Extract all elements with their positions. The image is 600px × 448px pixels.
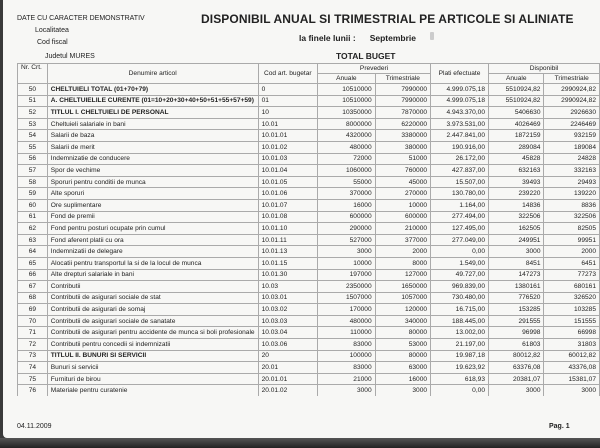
cell-nr: 61	[18, 211, 48, 223]
cell-cod: 10.01.01	[258, 130, 317, 142]
cell-prev-t: 760000	[375, 165, 430, 177]
cell-nr: 75	[18, 373, 48, 385]
cell-nr: 52	[18, 107, 48, 119]
cell-plati: 4.999.075,18	[431, 95, 489, 107]
cell-name: Furnituri de birou	[47, 373, 258, 385]
table-row	[18, 269, 600, 281]
table-row	[18, 350, 600, 362]
cell-cod: 20	[258, 350, 317, 362]
cell-name: TITLUL II. BUNURI SI SERVICII	[47, 350, 258, 362]
cell-disp-a: 14836	[489, 199, 544, 211]
budget-table	[17, 63, 600, 396]
document-page	[3, 0, 600, 438]
cell-prev-t: 270000	[375, 188, 430, 200]
cell-name: CHELTUIELI TOTAL (01+70+79)	[47, 84, 258, 96]
cell-plati: 127.495,00	[431, 223, 489, 235]
cell-disp-a: 239220	[489, 188, 544, 200]
cell-prev-t: 51000	[375, 153, 430, 165]
cell-disp-a: 289084	[489, 141, 544, 153]
cell-disp-a: 80012,82	[489, 350, 544, 362]
cell-cod: 10.01.07	[258, 199, 317, 211]
cell-prev-t: 3380000	[375, 130, 430, 142]
cell-nr: 62	[18, 223, 48, 235]
cell-nr: 50	[18, 84, 48, 96]
cell-cod: 01	[258, 95, 317, 107]
cell-prev-t: 80000	[375, 350, 430, 362]
table-row	[18, 373, 600, 385]
table-row	[18, 188, 600, 200]
cell-disp-a: 3000	[489, 246, 544, 258]
cell-prev-a: 10350000	[318, 107, 376, 119]
cell-prev-a: 3000	[318, 385, 376, 396]
table-row	[18, 176, 600, 188]
cell-plati: 277.049,00	[431, 234, 489, 246]
cell-prev-a: 527000	[318, 234, 376, 246]
cell-disp-a: 39493	[489, 176, 544, 188]
cell-prev-t: 45000	[375, 176, 430, 188]
cell-plati: 427.837,00	[431, 165, 489, 177]
table-row	[18, 84, 600, 96]
cell-prev-a: 197000	[318, 269, 376, 281]
cell-disp-a: 63376,08	[489, 362, 544, 374]
cell-cod: 10	[258, 107, 317, 119]
cell-name: Contributii de asigurari sociale de sanatate	[47, 315, 258, 327]
cell-prev-a: 83000	[318, 339, 376, 351]
cell-prev-t: 377000	[375, 234, 430, 246]
cell-nr: 72	[18, 339, 48, 351]
col-nr-crt: Nr. Crt.	[18, 64, 48, 84]
cell-prev-a: 480000	[318, 315, 376, 327]
cell-prev-a: 110000	[318, 327, 376, 339]
cell-prev-t: 340000	[375, 315, 430, 327]
cell-disp-a: 1872159	[489, 130, 544, 142]
col-disp-anuale: Anuale	[489, 74, 544, 84]
col-prevederi: Prevederi	[318, 64, 431, 74]
cell-prev-t: 3000	[375, 385, 430, 396]
cell-disp-a: 147273	[489, 269, 544, 281]
cell-disp-t: 2246469	[544, 118, 600, 130]
cell-plati: 1.164,00	[431, 199, 489, 211]
table-row	[18, 246, 600, 258]
cell-prev-t: 7870000	[375, 107, 430, 119]
table-row	[18, 118, 600, 130]
period-value: Septembrie	[369, 33, 416, 43]
cell-plati: 0,00	[431, 385, 489, 396]
table-row	[18, 223, 600, 235]
cell-prev-t: 7990000	[375, 95, 430, 107]
cell-cod: 20.01.01	[258, 373, 317, 385]
cell-disp-t: 31803	[544, 339, 600, 351]
cell-prev-a: 480000	[318, 141, 376, 153]
cell-name: TITLUL I. CHELTUIELI DE PERSONAL	[47, 107, 258, 119]
cell-disp-a: 153285	[489, 304, 544, 316]
cell-name: A. CHELTUIELILE CURENTE (01=10+20+30+40+50+51+55+57+59)	[47, 95, 258, 107]
cell-name: Alte sporuri	[47, 188, 258, 200]
cell-cod: 10.01.10	[258, 223, 317, 235]
cell-prev-a: 290000	[318, 223, 376, 235]
cell-disp-t: 6451	[544, 257, 600, 269]
cell-nr: 63	[18, 234, 48, 246]
cell-nr: 67	[18, 281, 48, 293]
cell-prev-a: 3000	[318, 246, 376, 258]
cell-disp-a: 322506	[489, 211, 544, 223]
cell-cod: 10.03	[258, 281, 317, 293]
cell-disp-t: 189084	[544, 141, 600, 153]
cell-name: Bunuri si servicii	[47, 362, 258, 374]
cell-prev-t: 80000	[375, 327, 430, 339]
cell-cod: 10.01.04	[258, 165, 317, 177]
demo-label: DATE CU CARACTER DEMONSTRATIV	[17, 15, 145, 22]
cell-prev-a: 1507000	[318, 292, 376, 304]
table-row	[18, 257, 600, 269]
cell-prev-t: 7990000	[375, 84, 430, 96]
cell-cod: 10.01.30	[258, 269, 317, 281]
table-row	[18, 107, 600, 119]
col-plati: Plati efectuate	[431, 64, 489, 84]
cell-plati: 130.780,00	[431, 188, 489, 200]
cell-nr: 74	[18, 362, 48, 374]
cell-disp-t: 680161	[544, 281, 600, 293]
cell-cod: 10.03.04	[258, 327, 317, 339]
cell-cod: 10.01	[258, 118, 317, 130]
cell-disp-a: 45828	[489, 153, 544, 165]
subtitle: TOTAL BUGET	[336, 51, 396, 61]
cell-prev-a: 4320000	[318, 130, 376, 142]
cell-cod: 10.03.01	[258, 292, 317, 304]
cell-disp-t: 77273	[544, 269, 600, 281]
cell-name: Cheltuieli salariale in bani	[47, 118, 258, 130]
table-row	[18, 315, 600, 327]
cell-plati: 0,00	[431, 246, 489, 258]
cell-prev-t: 1057000	[375, 292, 430, 304]
cell-nr: 68	[18, 292, 48, 304]
cell-disp-t: 2990924,82	[544, 84, 600, 96]
cell-nr: 55	[18, 141, 48, 153]
cell-disp-t: 66998	[544, 327, 600, 339]
cell-disp-t: 332163	[544, 165, 600, 177]
cell-nr: 53	[18, 118, 48, 130]
cell-cod: 10.03.06	[258, 339, 317, 351]
cell-nr: 64	[18, 246, 48, 258]
table-row	[18, 385, 600, 396]
col-denumire: Denumire articol	[47, 64, 258, 84]
cell-name: Spor de vechime	[47, 165, 258, 177]
table-body	[18, 84, 600, 397]
cell-nr: 60	[18, 199, 48, 211]
scan-edge	[0, 438, 600, 448]
cell-prev-a: 21000	[318, 373, 376, 385]
cell-prev-a: 10510000	[318, 84, 376, 96]
cell-name: Materiale pentru curatenie	[47, 385, 258, 396]
col-disp-trim: Trimestriale	[544, 74, 600, 84]
cell-prev-t: 1650000	[375, 281, 430, 293]
cell-disp-a: 291555	[489, 315, 544, 327]
cell-cod: 20.01	[258, 362, 317, 374]
cell-name: Contributii de asigurari pentru accidente de munca si boli profesionale	[47, 327, 258, 339]
cell-cod: 20.01.02	[258, 385, 317, 396]
cell-cod: 10.01.08	[258, 211, 317, 223]
cell-nr: 65	[18, 257, 48, 269]
cell-plati: 730.480,00	[431, 292, 489, 304]
judet-label: Judetul MURES	[45, 53, 95, 60]
cell-disp-t: 932159	[544, 130, 600, 142]
cell-name: Contributii pentru concedii si indemnizatii	[47, 339, 258, 351]
col-disponibil: Disponibil	[489, 64, 600, 74]
cell-disp-t: 29493	[544, 176, 600, 188]
table-row	[18, 304, 600, 316]
cell-disp-a: 3000	[489, 385, 544, 396]
cell-disp-t: 43376,08	[544, 362, 600, 374]
cell-disp-t: 326520	[544, 292, 600, 304]
cell-plati: 49.727,00	[431, 269, 489, 281]
cell-plati: 618,93	[431, 373, 489, 385]
localitate-label: Localitatea	[35, 27, 69, 34]
cell-nr: 58	[18, 176, 48, 188]
cell-prev-t: 16000	[375, 373, 430, 385]
cell-plati: 3.973.531,00	[431, 118, 489, 130]
cell-cod: 10.01.06	[258, 188, 317, 200]
table-row	[18, 339, 600, 351]
cell-name: Indemnizatie de conducere	[47, 153, 258, 165]
cell-prev-a: 16000	[318, 199, 376, 211]
cell-disp-t: 3000	[544, 385, 600, 396]
cell-name: Contributii de asigurari sociale de stat	[47, 292, 258, 304]
col-prev-trim: Trimestriale	[375, 74, 430, 84]
cell-prev-a: 10000	[318, 257, 376, 269]
cell-disp-a: 5510924,82	[489, 95, 544, 107]
cell-plati: 19.623,92	[431, 362, 489, 374]
table-row	[18, 165, 600, 177]
cell-nr: 76	[18, 385, 48, 396]
cell-cod: 10.01.03	[258, 153, 317, 165]
cell-disp-t: 8836	[544, 199, 600, 211]
table-row	[18, 292, 600, 304]
cell-prev-t: 600000	[375, 211, 430, 223]
cell-disp-a: 8451	[489, 257, 544, 269]
cell-prev-a: 1060000	[318, 165, 376, 177]
cell-nr: 73	[18, 350, 48, 362]
cell-disp-a: 61803	[489, 339, 544, 351]
cell-cod: 10.01.05	[258, 176, 317, 188]
cell-disp-a: 776520	[489, 292, 544, 304]
col-cod: Cod art. bugetar	[258, 64, 317, 84]
cell-nr: 56	[18, 153, 48, 165]
cell-disp-t: 24828	[544, 153, 600, 165]
cell-name: Fond pentru posturi ocupate prin cumul	[47, 223, 258, 235]
cell-plati: 2.447.841,00	[431, 130, 489, 142]
cell-cod: 10.01.13	[258, 246, 317, 258]
cell-name: Salarii de merit	[47, 141, 258, 153]
cell-prev-a: 370000	[318, 188, 376, 200]
cell-name: Salarii de baza	[47, 130, 258, 142]
cell-plati: 19.987,18	[431, 350, 489, 362]
cell-nr: 54	[18, 130, 48, 142]
cell-plati: 190.916,00	[431, 141, 489, 153]
cell-prev-a: 10510000	[318, 95, 376, 107]
cell-prev-t: 53000	[375, 339, 430, 351]
cell-nr: 57	[18, 165, 48, 177]
cell-nr: 51	[18, 95, 48, 107]
cell-plati: 16.715,00	[431, 304, 489, 316]
cell-name: Contributii	[47, 281, 258, 293]
cell-prev-a: 100000	[318, 350, 376, 362]
cell-prev-t: 2000	[375, 246, 430, 258]
period-line	[299, 33, 416, 43]
cell-plati: 277.494,00	[431, 211, 489, 223]
cell-cod: 10.03.03	[258, 315, 317, 327]
cell-disp-a: 5406630	[489, 107, 544, 119]
cell-cod: 10.03.02	[258, 304, 317, 316]
cell-plati: 188.445,00	[431, 315, 489, 327]
table-row	[18, 130, 600, 142]
table-row	[18, 281, 600, 293]
cell-plati: 13.002,00	[431, 327, 489, 339]
cell-disp-t: 151555	[544, 315, 600, 327]
cell-nr: 66	[18, 269, 48, 281]
page-number: Pag. 1	[549, 423, 570, 430]
cell-name: Sporuri pentru conditii de munca	[47, 176, 258, 188]
cell-name: Alocatii pentru transportul la si de la locul de munca	[47, 257, 258, 269]
cod-fiscal-label: Cod fiscal	[37, 39, 68, 46]
cell-disp-t: 322506	[544, 211, 600, 223]
cell-nr: 71	[18, 327, 48, 339]
footer-date: 04.11.2009	[17, 423, 52, 430]
cell-disp-a: 162505	[489, 223, 544, 235]
cell-name: Ore suplimentare	[47, 199, 258, 211]
cell-prev-t: 6220000	[375, 118, 430, 130]
cell-name: Fond de premii	[47, 211, 258, 223]
table-row	[18, 211, 600, 223]
table-row	[18, 199, 600, 211]
cell-plati: 4.999.075,18	[431, 84, 489, 96]
page-title: DISPONIBIL ANUAL SI TRIMESTRIAL PE ARTICOLE SI ALINIATE	[201, 12, 574, 26]
cell-plati: 4.943.370,00	[431, 107, 489, 119]
cell-cod: 10.01.15	[258, 257, 317, 269]
cell-disp-a: 632163	[489, 165, 544, 177]
table-row	[18, 95, 600, 107]
period-label: la finele lunii :	[299, 33, 356, 43]
cell-plati: 21.197,00	[431, 339, 489, 351]
cell-nr: 69	[18, 304, 48, 316]
cell-prev-a: 8000000	[318, 118, 376, 130]
cell-prev-t: 210000	[375, 223, 430, 235]
pencil-mark-icon	[430, 32, 434, 40]
cell-plati: 969.839,00	[431, 281, 489, 293]
cell-nr: 59	[18, 188, 48, 200]
cell-disp-a: 1380161	[489, 281, 544, 293]
cell-prev-t: 127000	[375, 269, 430, 281]
cell-disp-t: 2000	[544, 246, 600, 258]
cell-name: Alte drepturi salariale in bani	[47, 269, 258, 281]
cell-disp-t: 60012,82	[544, 350, 600, 362]
col-prev-anuale: Anuale	[318, 74, 376, 84]
cell-plati: 1.549,00	[431, 257, 489, 269]
cell-plati: 15.507,00	[431, 176, 489, 188]
cell-disp-a: 5510924,82	[489, 84, 544, 96]
cell-disp-a: 249951	[489, 234, 544, 246]
cell-prev-t: 8000	[375, 257, 430, 269]
cell-prev-a: 83000	[318, 362, 376, 374]
cell-cod: 10.01.11	[258, 234, 317, 246]
table-row	[18, 362, 600, 374]
cell-cod: 0	[258, 84, 317, 96]
table-row	[18, 234, 600, 246]
cell-disp-a: 20381,07	[489, 373, 544, 385]
cell-disp-t: 99951	[544, 234, 600, 246]
table-row	[18, 141, 600, 153]
cell-prev-t: 63000	[375, 362, 430, 374]
cell-prev-a: 72000	[318, 153, 376, 165]
cell-prev-a: 2350000	[318, 281, 376, 293]
cell-disp-a: 96998	[489, 327, 544, 339]
cell-prev-t: 380000	[375, 141, 430, 153]
header-left	[17, 13, 145, 63]
cell-name: Fond aferent platii cu ora	[47, 234, 258, 246]
cell-prev-t: 10000	[375, 199, 430, 211]
cell-nr: 70	[18, 315, 48, 327]
table-row	[18, 327, 600, 339]
cell-disp-a: 4026469	[489, 118, 544, 130]
cell-disp-t: 139220	[544, 188, 600, 200]
cell-name: Indemnizatii de delegare	[47, 246, 258, 258]
cell-plati: 26.172,00	[431, 153, 489, 165]
cell-disp-t: 15381,07	[544, 373, 600, 385]
cell-disp-t: 82505	[544, 223, 600, 235]
table-row	[18, 153, 600, 165]
cell-prev-a: 55000	[318, 176, 376, 188]
cell-prev-a: 600000	[318, 211, 376, 223]
cell-disp-t: 103285	[544, 304, 600, 316]
cell-prev-a: 170000	[318, 304, 376, 316]
cell-disp-t: 2926630	[544, 107, 600, 119]
cell-disp-t: 2990924,82	[544, 95, 600, 107]
cell-name: Contributii de asigurari de somaj	[47, 304, 258, 316]
cell-cod: 10.01.02	[258, 141, 317, 153]
cell-prev-t: 120000	[375, 304, 430, 316]
